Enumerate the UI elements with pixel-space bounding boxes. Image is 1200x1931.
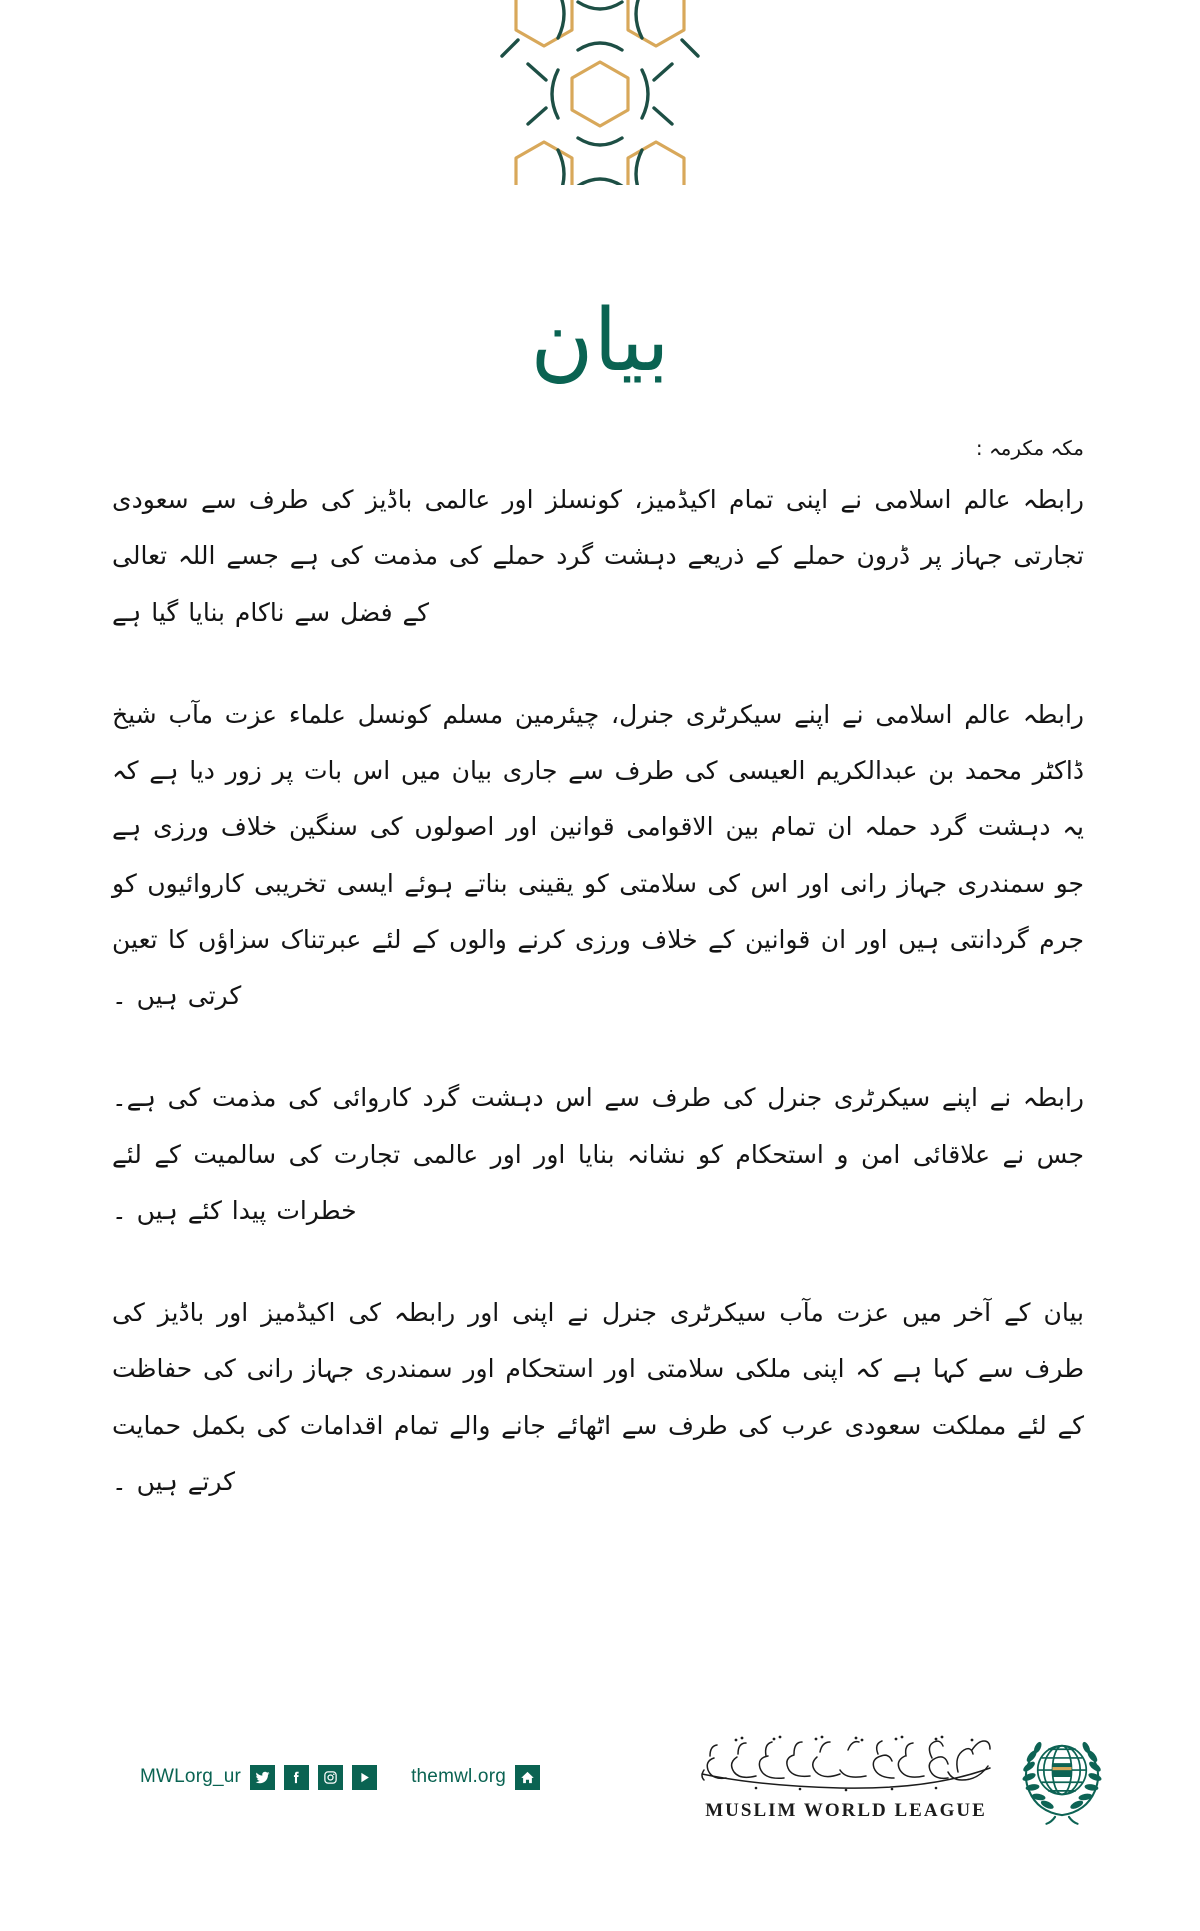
paragraph-2: رابطہ عالم اسلامی نے اپنے سیکرٹری جنرل، چیئرمین مسلم کونسل علماء عزت مآب شیخ ڈاکٹر محمد بن عبدالکریم العیسی کی طرف سے جاری بیان میں اس بات پر زور دیا ہے کہ یہ دہشت گرد حملہ ان تمام بین الاقوامی قوانین اور اصولوں کی سنگین خلاف ورزی ہے جو سمندری جہاز رانی اور اس کی سلامتی کو یقینی بناتے ہوئے ایسی تخریبی کاروائیوں کو جرم گردانتی ہیں اور ان قوانین کے خلاف ورزی کرنے والوں کے لئے عبرتناک سزاؤں کا تعین کرتی ہیں ۔ bbox=[112, 699, 1084, 1010]
social-handle-text: MWLorg_ur bbox=[140, 1766, 242, 1787]
facebook-icon[interactable] bbox=[284, 1765, 309, 1790]
dateline-makkah: مکہ مکرمہ : bbox=[975, 436, 1084, 460]
page-title: بیان bbox=[530, 290, 670, 391]
footer-links bbox=[140, 1765, 540, 1790]
title-block bbox=[0, 238, 1200, 444]
mwl-arabic-calligraphy bbox=[696, 1732, 996, 1794]
statement-body bbox=[0, 432, 1200, 1510]
islamic-hexagon-pattern-icon bbox=[450, 0, 750, 185]
page-footer bbox=[0, 1701, 1200, 1931]
header-ornament bbox=[0, 0, 1200, 200]
home-icon[interactable] bbox=[515, 1765, 540, 1790]
youtube-icon[interactable] bbox=[352, 1765, 377, 1790]
mwl-english-name: MUSLIM WORLD LEAGUE bbox=[705, 1800, 987, 1821]
website-url-text: themwl.org bbox=[411, 1766, 506, 1787]
social-handle-group[interactable] bbox=[140, 1765, 377, 1790]
mwl-emblem-icon bbox=[1010, 1725, 1114, 1829]
paragraph-1: رابطہ عالم اسلامی نے اپنی تمام اکیڈمیز، کونسلز اور عالمی باڈیز کی طرف سے سعودی تجارتی جہاز پر ڈرون حملے کے ذریعے دہشت گرد حملے کی مذمت کی ہے جسے اللہ تعالی کے فضل سے ناکام بنایا گیا ہے bbox=[112, 485, 1084, 627]
instagram-icon[interactable] bbox=[318, 1765, 343, 1790]
paragraph-4: بیان کے آخر میں عزت مآب سیکرٹری جنرل نے اپنی اور رابطہ کی اکیڈمیز اور باڈیز کی طرف سے کہا ہے کہ اپنی ملکی سلامتی اور استحکام اور سمندری جہاز رانی کی حفاظت کے لئے مملکت سعودی عرب کی طرف سے اٹھائے جانے والے تمام اقدامات کی بکمل حمایت کرتے ہیں ۔ bbox=[112, 1298, 1084, 1496]
website-group[interactable] bbox=[411, 1765, 540, 1790]
twitter-icon[interactable] bbox=[250, 1765, 275, 1790]
mwl-wordmark bbox=[696, 1732, 996, 1822]
paragraph-3: رابطہ نے اپنے سیکرٹری جنرل کی طرف سے اس دہشت گرد کاروائی کی مذمت کی ہے۔ جس نے علاقائی امن و استحکام کو نشانہ بنایا اور اور عالمی تجارت کی سالمیت کے لئے خطرات پیدا کئے ہیں ۔ bbox=[112, 1083, 1084, 1225]
mwl-logo bbox=[696, 1725, 1114, 1829]
